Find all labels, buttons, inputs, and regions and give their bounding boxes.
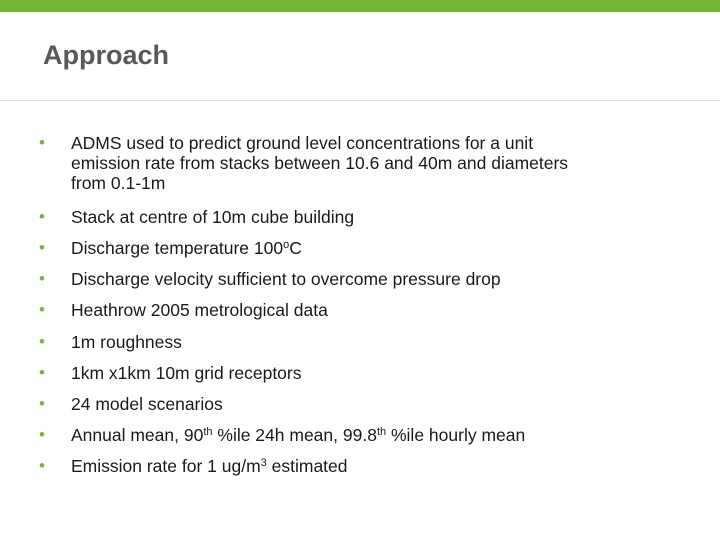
bullet-dot-icon: • (39, 269, 45, 288)
bullet-dot-icon: • (39, 133, 45, 152)
bullet-text-part: %ile 24h mean, 99.8 (212, 425, 377, 445)
bullet-dot-icon: • (39, 332, 45, 351)
superscript: 3 (260, 456, 267, 469)
bullet-text-part: Annual mean, 90 (71, 425, 204, 445)
bullet-dot-icon: • (39, 238, 45, 257)
superscript: th (376, 425, 387, 438)
bullet-dot-icon: • (39, 300, 45, 319)
bullet-line: emission rate from stacks between 10.6 and 40m and diameters (71, 153, 569, 173)
bullet-text (71, 133, 691, 193)
bullet-text-part: estimated (266, 456, 348, 476)
bullet-text (71, 456, 691, 476)
bullet-text-part: %ile hourly mean (386, 425, 526, 445)
bullet-dot-icon: • (39, 394, 45, 413)
bullet-dot-icon: • (39, 425, 45, 444)
bullet-dot-icon: • (39, 207, 45, 226)
bullet-line: from 0.1-1m (71, 173, 166, 193)
bullet-text: Discharge velocity sufficient to overcome pressure drop (71, 269, 501, 289)
bullet-text: 1km x1km 10m grid receptors (71, 363, 302, 383)
superscript: o (283, 238, 290, 251)
bullet-line: ADMS used to predict ground level concentrations for a unit (71, 133, 534, 153)
bullet-text: 1m roughness (71, 332, 182, 352)
bullet-text-part: C (289, 238, 302, 258)
bullet-text (71, 425, 691, 445)
bullet-text: Heathrow 2005 metrological data (71, 300, 328, 320)
slide-title: Approach (43, 40, 170, 70)
bullet-text: Stack at centre of 10m cube building (71, 207, 355, 227)
bullet-dot-icon: • (39, 456, 45, 475)
bullet-text-part: Discharge temperature 100 (71, 238, 284, 258)
bullet-text: 24 model scenarios (71, 394, 223, 414)
superscript: th (203, 425, 213, 438)
bullet-dot-icon: • (39, 363, 45, 382)
bullet-text (71, 238, 691, 258)
bullet-text-part: Emission rate for 1 ug/m (71, 456, 261, 476)
